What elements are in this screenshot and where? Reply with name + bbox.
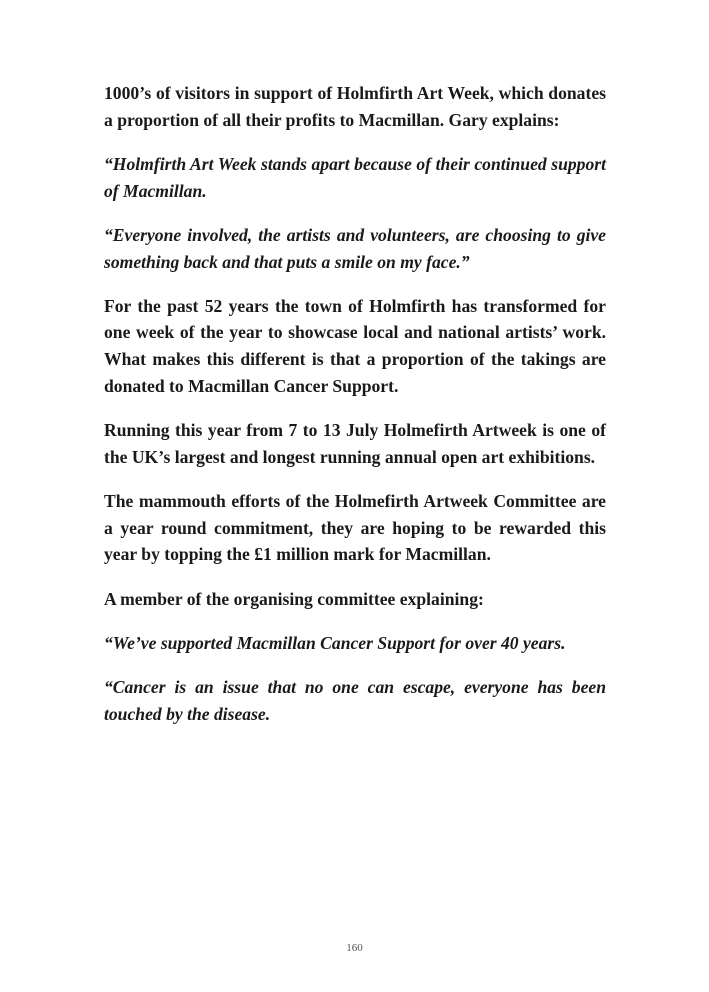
page-number: 160 <box>346 942 363 954</box>
quote-cancer-issue: “Cancer is an issue that no one can escape, everyone has been touched by the disease. <box>104 676 606 724</box>
quote-everyone-involved: “Everyone involved, the artists and volunteers, are choosing to give something back and that puts a smile on my face.” <box>104 224 606 272</box>
paragraph-history: For the past 52 years the town of Holmfirth has transformed for one week of the year to showcase local and national artists’ work. What makes this different is that a proportion of the takings are donated to Macmillan Cancer Support. <box>104 295 606 396</box>
paragraph-committee-efforts: The mammouth efforts of the Holmefirth Artweek Committee are a year round commitment, they are hoping to be rewarded this year by topping the £1 million mark for Macmillan. <box>104 490 606 565</box>
paragraph-committee-member: A member of the organising committee explaining: <box>104 588 484 609</box>
paragraph-visitors: 1000’s of visitors in support of Holmfirth Art Week, which donates a proportion of all their profits to Macmillan. Gary explains: <box>104 83 606 130</box>
page-body <box>104 80 606 745</box>
quote-art-week-support: “Holmfirth Art Week stands apart because of their continued support of Macmillan. <box>104 153 606 201</box>
paragraph-running-dates: Running this year from 7 to 13 July Holmefirth Artweek is one of the UK’s largest and longest running annual open art exhibitions. <box>104 420 606 467</box>
quote-forty-years: “We’ve supported Macmillan Cancer Support for over 40 years. <box>104 632 566 653</box>
